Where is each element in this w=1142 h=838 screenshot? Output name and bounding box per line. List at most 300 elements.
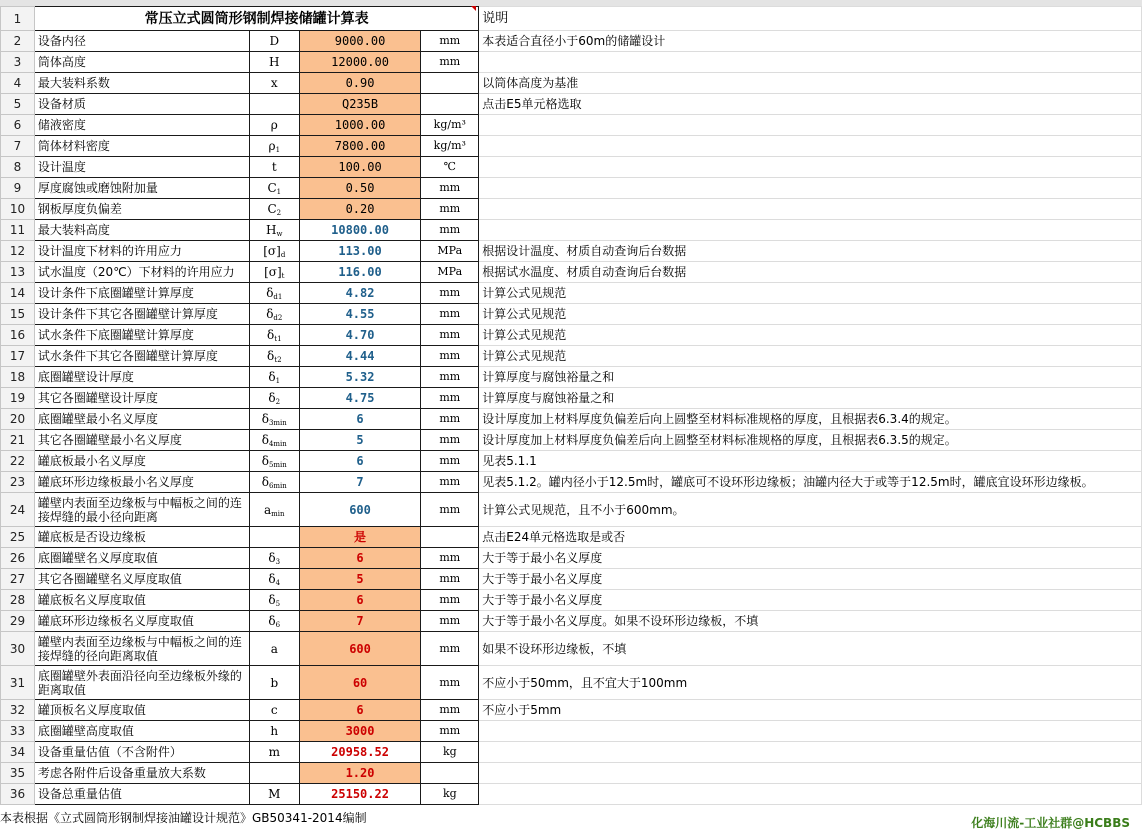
row-number[interactable]: 32 xyxy=(1,700,35,721)
input-value-cell[interactable]: 1.20 xyxy=(299,763,421,784)
row-number[interactable]: 18 xyxy=(1,367,35,388)
symbol-cell[interactable] xyxy=(249,763,299,784)
unit-cell[interactable]: mm xyxy=(421,199,479,220)
note-cell[interactable]: 见表5.1.2。罐内径小于12.5m时，罐底可不设环形边缘板；油罐内径大于或等于12.5m时，罐底宜设环形边缘板。 xyxy=(479,472,1142,493)
symbol-cell[interactable] xyxy=(249,115,299,136)
note-cell[interactable] xyxy=(479,763,1142,784)
row-number[interactable]: 3 xyxy=(1,52,35,73)
input-value-cell[interactable]: 7800.00 xyxy=(299,136,421,157)
param-name-cell[interactable]: 设备重量估值（不含附件） xyxy=(34,742,249,763)
unit-cell[interactable] xyxy=(421,73,479,94)
table-row xyxy=(1,472,1142,493)
input-value-cell[interactable]: 60 xyxy=(299,666,421,700)
table-row xyxy=(1,409,1142,430)
input-value-cell[interactable]: 5 xyxy=(299,569,421,590)
param-name-cell[interactable]: 设计温度下材料的许用应力 xyxy=(34,241,249,262)
computed-value-cell[interactable]: 20958.52 xyxy=(299,742,421,763)
row-number[interactable]: 12 xyxy=(1,241,35,262)
param-name-cell[interactable]: 钢板厚度负偏差 xyxy=(34,199,249,220)
symbol-cell[interactable] xyxy=(249,527,299,548)
symbol-text: t xyxy=(271,160,277,174)
calculation-sheet xyxy=(0,6,1142,805)
input-value-cell[interactable]: 9000.00 xyxy=(299,31,421,52)
symbol-subscript: min xyxy=(271,509,285,518)
symbol-text: a xyxy=(264,502,272,517)
param-name-cell[interactable]: 设备材质 xyxy=(34,94,249,115)
unit-cell[interactable]: mm xyxy=(421,346,479,367)
row-number[interactable]: 25 xyxy=(1,527,35,548)
unit-cell[interactable]: mm xyxy=(421,451,479,472)
param-name-cell[interactable]: 底圈罐壁高度取值 xyxy=(34,721,249,742)
computed-value-cell[interactable]: 113.00 xyxy=(299,241,421,262)
table-row xyxy=(1,346,1142,367)
note-cell[interactable]: 点击E24单元格选取是或否 xyxy=(479,527,1142,548)
table-row xyxy=(1,304,1142,325)
note-cell[interactable] xyxy=(479,742,1142,763)
symbol-subscript: 2 xyxy=(276,209,282,217)
table-row xyxy=(1,52,1142,73)
note-cell[interactable]: 大于等于最小名义厚度。如果不设环形边缘板，不填 xyxy=(479,611,1142,632)
param-name-cell[interactable]: 储液密度 xyxy=(34,115,249,136)
param-name-cell[interactable]: 设备总重量估值 xyxy=(34,784,249,805)
input-value-cell[interactable]: 6 xyxy=(299,700,421,721)
param-name-cell[interactable]: 其它各圈罐壁名义厚度取值 xyxy=(34,569,249,590)
table-row xyxy=(1,283,1142,304)
symbol-cell[interactable] xyxy=(249,409,299,430)
unit-cell[interactable] xyxy=(421,763,479,784)
row-number[interactable]: 26 xyxy=(1,548,35,569)
symbol-cell[interactable] xyxy=(249,31,299,52)
symbol-cell[interactable] xyxy=(249,451,299,472)
param-name-cell[interactable]: 厚度腐蚀或磨蚀附加量 xyxy=(34,178,249,199)
symbol-cell[interactable] xyxy=(249,721,299,742)
input-value-cell[interactable]: Q235B xyxy=(299,94,421,115)
note-cell[interactable] xyxy=(479,784,1142,805)
param-name-cell[interactable]: 试水条件下其它各圈罐壁计算厚度 xyxy=(34,346,249,367)
param-name-cell[interactable]: 底圈罐壁设计厚度 xyxy=(34,367,249,388)
input-value-cell[interactable]: 600 xyxy=(299,632,421,666)
input-value-cell[interactable]: 12000.00 xyxy=(299,52,421,73)
row-number[interactable]: 31 xyxy=(1,666,35,700)
param-name-cell[interactable]: 罐壁内表面至边缘板与中幅板之间的连接焊缝的最小径向距离 xyxy=(34,493,249,527)
table-row xyxy=(1,367,1142,388)
symbol-cell[interactable] xyxy=(249,388,299,409)
row-number[interactable]: 34 xyxy=(1,742,35,763)
row-number[interactable]: 10 xyxy=(1,199,35,220)
symbol-subscript: 1 xyxy=(275,377,281,385)
unit-cell[interactable]: kg xyxy=(421,742,479,763)
symbol-text: [σ] xyxy=(264,265,282,279)
unit-cell[interactable]: mm xyxy=(421,548,479,569)
note-cell[interactable]: 计算公式见规范 xyxy=(479,304,1142,325)
computed-value-cell[interactable]: 5.32 xyxy=(299,367,421,388)
param-name-cell[interactable]: 底圈罐壁名义厚度取值 xyxy=(34,548,249,569)
unit-cell[interactable]: mm xyxy=(421,493,479,527)
symbol-cell[interactable] xyxy=(249,136,299,157)
title-row xyxy=(1,7,1142,31)
unit-cell[interactable]: mm xyxy=(421,31,479,52)
param-name-cell[interactable]: 考虑各附件后设备重量放大系数 xyxy=(34,763,249,784)
computed-value-cell[interactable]: 6 xyxy=(299,451,421,472)
symbol-subscript: 4 xyxy=(275,579,281,587)
unit-cell[interactable]: MPa xyxy=(421,262,479,283)
row-number[interactable]: 30 xyxy=(1,632,35,666)
footer-note[interactable]: 本表根据《立式圆筒形钢制焊接油罐设计规范》GB50341-2014编制 xyxy=(0,811,367,825)
unit-cell[interactable] xyxy=(421,94,479,115)
symbol-cell[interactable] xyxy=(249,283,299,304)
symbol-cell[interactable] xyxy=(249,346,299,367)
row-number[interactable]: 16 xyxy=(1,325,35,346)
row-number[interactable]: 22 xyxy=(1,451,35,472)
param-name-cell[interactable]: 罐底环形边缘板名义厚度取值 xyxy=(34,611,249,632)
symbol-cell[interactable] xyxy=(249,73,299,94)
unit-cell[interactable]: kg/m³ xyxy=(421,136,479,157)
symbol-text: δ xyxy=(268,572,276,586)
symbol-subscript: 3 xyxy=(275,558,281,566)
symbol-cell[interactable] xyxy=(249,493,299,527)
row-number[interactable]: 11 xyxy=(1,220,35,241)
table-row xyxy=(1,493,1142,527)
symbol-text: δ xyxy=(266,307,274,321)
symbol-text: ρ xyxy=(270,118,278,132)
symbol-text: δ xyxy=(267,349,275,363)
row-number[interactable]: 2 xyxy=(1,31,35,52)
note-cell[interactable]: 本表适合直径小于60m的储罐设计 xyxy=(479,31,1142,52)
note-cell[interactable]: 根据试水温度、材质自动查询后台数据 xyxy=(479,262,1142,283)
param-name-cell[interactable]: 试水温度（20℃）下材料的许用应力 xyxy=(34,262,249,283)
param-name-cell[interactable]: 设计条件下底圈罐壁计算厚度 xyxy=(34,283,249,304)
symbol-cell[interactable] xyxy=(249,52,299,73)
symbol-text: H xyxy=(266,223,277,237)
param-name-cell[interactable]: 最大装料高度 xyxy=(34,220,249,241)
symbol-text: δ xyxy=(268,370,276,384)
row-number[interactable]: 7 xyxy=(1,136,35,157)
row-number[interactable]: 28 xyxy=(1,590,35,611)
symbol-cell[interactable] xyxy=(249,220,299,241)
symbol-text: a xyxy=(270,641,278,656)
row-number[interactable]: 6 xyxy=(1,115,35,136)
unit-cell[interactable]: mm xyxy=(421,304,479,325)
notes-header[interactable]: 说明 xyxy=(479,7,1142,31)
unit-cell[interactable]: ℃ xyxy=(421,157,479,178)
param-name-cell[interactable]: 其它各圈罐壁最小名义厚度 xyxy=(34,430,249,451)
symbol-cell[interactable] xyxy=(249,611,299,632)
param-name-cell[interactable]: 底圈罐壁外表面沿径向至边缘板外缘的距离取值 xyxy=(34,666,249,700)
computed-value-cell[interactable]: 4.75 xyxy=(299,388,421,409)
input-value-cell[interactable]: 0.90 xyxy=(299,73,421,94)
unit-cell[interactable]: mm xyxy=(421,700,479,721)
symbol-text: c xyxy=(270,703,278,717)
symbol-cell[interactable] xyxy=(249,241,299,262)
symbol-cell[interactable] xyxy=(249,666,299,700)
symbol-text: δ xyxy=(261,433,269,447)
table-row xyxy=(1,569,1142,590)
symbol-text: C xyxy=(267,181,277,195)
param-name-cell[interactable]: 最大装料系数 xyxy=(34,73,249,94)
symbol-cell[interactable] xyxy=(249,178,299,199)
symbol-cell[interactable] xyxy=(249,262,299,283)
symbol-cell[interactable] xyxy=(249,742,299,763)
symbol-text: H xyxy=(269,55,280,69)
note-cell[interactable]: 大于等于最小名义厚度 xyxy=(479,569,1142,590)
computed-value-cell[interactable]: 6 xyxy=(299,409,421,430)
row-number[interactable]: 29 xyxy=(1,611,35,632)
brand-watermark: 化海川流-工业社群@HCBBS xyxy=(971,816,1130,830)
symbol-text: ρ xyxy=(268,139,276,153)
row-number[interactable]: 1 xyxy=(1,7,35,31)
symbol-subscript: 1 xyxy=(275,146,281,154)
note-cell[interactable] xyxy=(479,136,1142,157)
row-number[interactable]: 17 xyxy=(1,346,35,367)
note-cell[interactable] xyxy=(479,721,1142,742)
note-cell[interactable] xyxy=(479,199,1142,220)
unit-cell[interactable]: mm xyxy=(421,367,479,388)
unit-cell[interactable]: mm xyxy=(421,632,479,666)
param-name-cell[interactable]: 罐壁内表面至边缘板与中幅板之间的连接焊缝的径向距离取值 xyxy=(34,632,249,666)
table-row xyxy=(1,73,1142,94)
param-name-cell[interactable]: 其它各圈罐壁设计厚度 xyxy=(34,388,249,409)
input-value-cell[interactable]: 0.50 xyxy=(299,178,421,199)
symbol-subscript: 4min xyxy=(268,440,287,448)
symbol-subscript: t2 xyxy=(274,356,282,364)
symbol-text: δ xyxy=(268,614,276,628)
symbol-cell[interactable] xyxy=(249,590,299,611)
note-cell[interactable] xyxy=(479,115,1142,136)
note-cell[interactable]: 大于等于最小名义厚度 xyxy=(479,590,1142,611)
symbol-subscript: 6min xyxy=(268,482,287,490)
table-row xyxy=(1,94,1142,115)
row-number[interactable]: 14 xyxy=(1,283,35,304)
unit-cell[interactable]: mm xyxy=(421,666,479,700)
param-name-cell[interactable]: 底圈罐壁最小名义厚度 xyxy=(34,409,249,430)
symbol-subscript: w xyxy=(276,230,283,238)
symbol-text: δ xyxy=(268,593,276,607)
computed-value-cell[interactable]: 4.70 xyxy=(299,325,421,346)
symbol-subscript: 1 xyxy=(276,188,282,196)
symbol-cell[interactable] xyxy=(249,325,299,346)
note-cell[interactable]: 大于等于最小名义厚度 xyxy=(479,548,1142,569)
symbol-subscript: 5min xyxy=(268,461,287,469)
symbol-subscript: 2 xyxy=(275,398,281,406)
table-row xyxy=(1,136,1142,157)
note-cell[interactable] xyxy=(479,157,1142,178)
unit-cell[interactable]: mm xyxy=(421,611,479,632)
param-name-cell[interactable]: 设计条件下其它各圈罐壁计算厚度 xyxy=(34,304,249,325)
note-cell[interactable]: 计算公式见规范 xyxy=(479,325,1142,346)
table-row xyxy=(1,451,1142,472)
table-row xyxy=(1,178,1142,199)
param-name-cell[interactable]: 设备内径 xyxy=(34,31,249,52)
symbol-text: h xyxy=(270,724,279,738)
symbol-text: δ xyxy=(268,391,276,405)
table-row xyxy=(1,527,1142,548)
unit-cell[interactable]: MPa xyxy=(421,241,479,262)
unit-cell[interactable]: mm xyxy=(421,52,479,73)
unit-cell[interactable] xyxy=(421,527,479,548)
note-cell[interactable]: 见表5.1.1 xyxy=(479,451,1142,472)
input-value-cell[interactable]: 是 xyxy=(299,527,421,548)
input-value-cell[interactable]: 7 xyxy=(299,611,421,632)
table-row xyxy=(1,784,1142,805)
symbol-cell[interactable] xyxy=(249,367,299,388)
unit-cell[interactable]: mm xyxy=(421,590,479,611)
table-row xyxy=(1,430,1142,451)
unit-cell[interactable]: mm xyxy=(421,178,479,199)
row-number[interactable]: 35 xyxy=(1,763,35,784)
param-name-cell[interactable]: 设计温度 xyxy=(34,157,249,178)
param-name-cell[interactable]: 筒体高度 xyxy=(34,52,249,73)
unit-cell[interactable]: mm xyxy=(421,325,479,346)
symbol-cell[interactable] xyxy=(249,472,299,493)
input-value-cell[interactable]: 6 xyxy=(299,548,421,569)
symbol-cell[interactable] xyxy=(249,304,299,325)
unit-cell[interactable]: mm xyxy=(421,220,479,241)
param-name-cell[interactable]: 罐底环形边缘板最小名义厚度 xyxy=(34,472,249,493)
note-cell[interactable]: 计算公式见规范，且不小于600mm。 xyxy=(479,493,1142,527)
row-number[interactable]: 21 xyxy=(1,430,35,451)
note-cell[interactable]: 如果不设环形边缘板，不填 xyxy=(479,632,1142,666)
table-row xyxy=(1,742,1142,763)
symbol-cell[interactable] xyxy=(249,94,299,115)
symbol-cell[interactable] xyxy=(249,430,299,451)
note-cell[interactable]: 计算厚度与腐蚀裕量之和 xyxy=(479,388,1142,409)
row-number[interactable]: 19 xyxy=(1,388,35,409)
table-row xyxy=(1,325,1142,346)
symbol-text: [σ] xyxy=(263,244,281,258)
param-name-cell[interactable]: 筒体材料密度 xyxy=(34,136,249,157)
symbol-text: m xyxy=(268,745,280,759)
computed-value-cell[interactable]: 4.82 xyxy=(299,283,421,304)
note-cell[interactable]: 以筒体高度为基准 xyxy=(479,73,1142,94)
row-number[interactable]: 4 xyxy=(1,73,35,94)
table-row xyxy=(1,31,1142,52)
symbol-cell[interactable] xyxy=(249,157,299,178)
row-number[interactable]: 20 xyxy=(1,409,35,430)
symbol-cell[interactable] xyxy=(249,548,299,569)
unit-cell[interactable]: mm xyxy=(421,409,479,430)
symbol-subscript: d2 xyxy=(273,314,283,322)
input-value-cell[interactable]: 100.00 xyxy=(299,157,421,178)
computed-value-cell[interactable]: 4.55 xyxy=(299,304,421,325)
symbol-cell[interactable] xyxy=(249,700,299,721)
table-row xyxy=(1,590,1142,611)
unit-cell[interactable]: mm xyxy=(421,388,479,409)
param-name-cell[interactable]: 罐顶板名义厚度取值 xyxy=(34,700,249,721)
unit-cell[interactable]: mm xyxy=(421,721,479,742)
row-number[interactable]: 33 xyxy=(1,721,35,742)
symbol-subscript: 6 xyxy=(275,621,281,629)
computed-value-cell[interactable]: 25150.22 xyxy=(299,784,421,805)
row-number[interactable]: 24 xyxy=(1,493,35,527)
symbol-text: δ xyxy=(261,475,269,489)
note-cell[interactable] xyxy=(479,220,1142,241)
symbol-cell[interactable] xyxy=(249,569,299,590)
table-row xyxy=(1,632,1142,666)
symbol-text: M xyxy=(268,787,281,801)
symbol-cell[interactable] xyxy=(249,199,299,220)
table-row xyxy=(1,548,1142,569)
unit-cell[interactable]: mm xyxy=(421,472,479,493)
row-number[interactable]: 36 xyxy=(1,784,35,805)
note-cell[interactable]: 不应小于50mm，且不宜大于100mm xyxy=(479,666,1142,700)
symbol-text: δ xyxy=(261,454,269,468)
row-number[interactable]: 5 xyxy=(1,94,35,115)
param-name-cell[interactable]: 试水条件下底圈罐壁计算厚度 xyxy=(34,325,249,346)
row-number[interactable]: 9 xyxy=(1,178,35,199)
computed-value-cell[interactable]: 7 xyxy=(299,472,421,493)
note-cell[interactable]: 设计厚度加上材料厚度负偏差后向上圆整至材料标准规格的厚度，且根据表6.3.4的规定。 xyxy=(479,409,1142,430)
symbol-subscript: t1 xyxy=(274,335,282,343)
symbol-cell[interactable] xyxy=(249,784,299,805)
unit-cell[interactable]: mm xyxy=(421,283,479,304)
note-cell[interactable]: 计算厚度与腐蚀裕量之和 xyxy=(479,367,1142,388)
note-cell[interactable] xyxy=(479,52,1142,73)
computed-value-cell[interactable]: 4.44 xyxy=(299,346,421,367)
note-cell[interactable]: 设计厚度加上材料厚度负偏差后向上圆整至材料标准规格的厚度，且根据表6.3.5的规定。 xyxy=(479,430,1142,451)
symbol-text: δ xyxy=(261,412,269,426)
unit-cell[interactable]: kg/m³ xyxy=(421,115,479,136)
symbol-text: x xyxy=(270,76,278,90)
row-number[interactable]: 27 xyxy=(1,569,35,590)
table-row xyxy=(1,721,1142,742)
unit-cell[interactable]: mm xyxy=(421,569,479,590)
note-cell[interactable]: 计算公式见规范 xyxy=(479,283,1142,304)
note-cell[interactable]: 不应小于5mm xyxy=(479,700,1142,721)
row-number[interactable]: 8 xyxy=(1,157,35,178)
input-value-cell[interactable]: 0.20 xyxy=(299,199,421,220)
table-row xyxy=(1,700,1142,721)
table-row xyxy=(1,241,1142,262)
param-name-cell[interactable]: 罐底板最小名义厚度 xyxy=(34,451,249,472)
param-name-cell[interactable]: 罐底板名义厚度取值 xyxy=(34,590,249,611)
symbol-text: δ xyxy=(267,328,275,342)
table-row xyxy=(1,666,1142,700)
input-value-cell[interactable]: 3000 xyxy=(299,721,421,742)
note-cell[interactable] xyxy=(479,178,1142,199)
comment-indicator-icon xyxy=(471,6,476,11)
symbol-cell[interactable] xyxy=(249,632,299,666)
computed-value-cell[interactable]: 116.00 xyxy=(299,262,421,283)
row-number[interactable]: 23 xyxy=(1,472,35,493)
table-row xyxy=(1,388,1142,409)
note-cell[interactable]: 点击E5单元格选取 xyxy=(479,94,1142,115)
row-number[interactable]: 15 xyxy=(1,304,35,325)
input-value-cell[interactable]: 6 xyxy=(299,590,421,611)
table-row xyxy=(1,115,1142,136)
symbol-subscript: 3min xyxy=(268,419,287,427)
table-row xyxy=(1,763,1142,784)
input-value-cell[interactable]: 1000.00 xyxy=(299,115,421,136)
computed-value-cell[interactable]: 10800.00 xyxy=(299,220,421,241)
symbol-subscript: t xyxy=(281,272,285,280)
symbol-subscript: d xyxy=(280,251,286,259)
table-row xyxy=(1,199,1142,220)
table-row xyxy=(1,611,1142,632)
symbol-text: C xyxy=(267,202,277,216)
computed-value-cell[interactable]: 600 xyxy=(299,493,421,527)
table-row xyxy=(1,157,1142,178)
table-row xyxy=(1,220,1142,241)
symbol-subscript: 5 xyxy=(275,600,281,608)
unit-cell[interactable]: mm xyxy=(421,430,479,451)
note-cell[interactable]: 根据设计温度、材质自动查询后台数据 xyxy=(479,241,1142,262)
note-cell[interactable]: 计算公式见规范 xyxy=(479,346,1142,367)
sheet-title[interactable]: 常压立式圆筒形钢制焊接储罐计算表 xyxy=(34,7,478,31)
computed-value-cell[interactable]: 5 xyxy=(299,430,421,451)
param-name-cell[interactable]: 罐底板是否设边缘板 xyxy=(34,527,249,548)
unit-cell[interactable]: kg xyxy=(421,784,479,805)
row-number[interactable]: 13 xyxy=(1,262,35,283)
